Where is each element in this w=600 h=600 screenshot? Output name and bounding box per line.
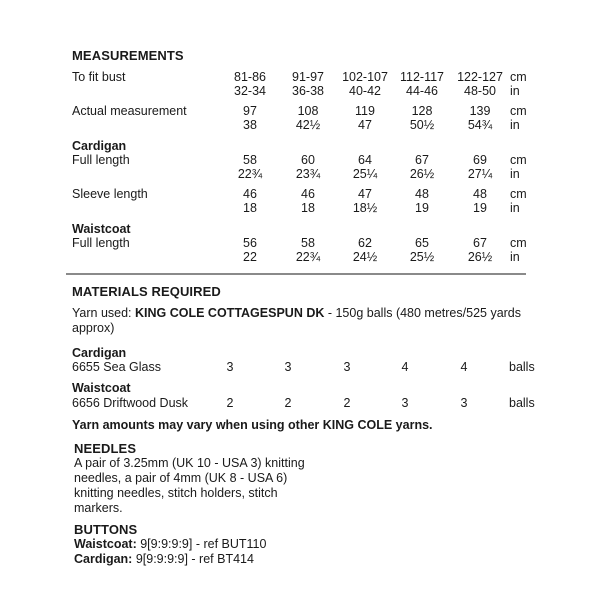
ball-count: 3 xyxy=(226,360,234,374)
row-label: Sleeve length xyxy=(72,187,148,201)
size-col-5: 48 19 xyxy=(473,187,487,215)
ball-count: 3 xyxy=(343,360,351,374)
size-col-2: 108 42½ xyxy=(295,104,321,132)
yarn-row-waistcoat xyxy=(72,396,552,412)
buttons-waistcoat-line: Waistcoat: 9[9:9:9:9] - ref BUT110 xyxy=(74,537,267,551)
cm-value: 81-86 xyxy=(234,70,266,84)
row-label: To fit bust xyxy=(72,70,126,84)
materials-heading: MATERIALS REQUIRED xyxy=(72,284,221,299)
in-value: 36-38 xyxy=(292,84,324,98)
cardigan-subheading: Cardigan xyxy=(72,139,127,153)
size-col-2: 58 22¾ xyxy=(295,236,321,264)
unit-label: cm in xyxy=(510,104,527,132)
unit-label: cm in xyxy=(510,70,527,98)
size-col-1: 97 38 xyxy=(243,104,257,132)
size-col-2: 46 18 xyxy=(301,187,315,215)
size-col-1: 46 18 xyxy=(243,187,257,215)
yarn-amount-note: Yarn amounts may vary when using other KING COLE yarns. xyxy=(72,418,433,432)
unit-label: cm in xyxy=(510,236,527,264)
size-col-3: 62 24½ xyxy=(352,236,378,264)
size-col-4: 65 25½ xyxy=(409,236,435,264)
yarn-used-text: Yarn used: KING COLE COTTAGESPUN DK - 150g balls (480 metres/525 yards approx) xyxy=(72,306,522,335)
measurement-row-actual xyxy=(72,104,552,134)
unit-label: cm in xyxy=(510,187,527,215)
buttons-heading: BUTTONS xyxy=(74,522,138,537)
ball-count: 3 xyxy=(460,396,468,410)
in-value: 32-34 xyxy=(234,84,266,98)
waistcoat-subheading: Waistcoat xyxy=(72,222,131,236)
size-col-4: 48 19 xyxy=(415,187,429,215)
ball-count: 4 xyxy=(460,360,468,374)
yarn-name: KING COLE COTTAGESPUN DK xyxy=(135,306,325,320)
ball-count: 3 xyxy=(401,396,409,410)
materials-cardigan-subheading: Cardigan xyxy=(72,346,127,360)
yarn-colour-label: 6656 Driftwood Dusk xyxy=(72,396,189,410)
size-col-4: 67 26½ xyxy=(409,153,435,181)
size-col-5: 139 54¾ xyxy=(467,104,493,132)
cm-value: 122-127 xyxy=(457,70,503,84)
measurement-row-waistcoat-length xyxy=(72,236,552,266)
size-col-3: 64 25¼ xyxy=(352,153,378,181)
measurement-row-cardigan-length xyxy=(72,153,552,183)
in-value: 44-46 xyxy=(406,84,438,98)
ball-count: 4 xyxy=(401,360,409,374)
size-col-3: 47 18½ xyxy=(352,187,378,215)
size-col-2: 60 23¾ xyxy=(295,153,321,181)
size-col-4 xyxy=(392,70,452,98)
measurement-row-bust xyxy=(72,70,552,100)
size-col-1: 56 22 xyxy=(243,236,257,264)
unit-label: balls xyxy=(509,360,535,374)
ball-count: 2 xyxy=(226,396,234,410)
size-col-5 xyxy=(450,70,510,98)
row-label: Full length xyxy=(72,153,130,167)
row-label: Actual measurement xyxy=(72,104,187,118)
needles-text: A pair of 3.25mm (UK 10 - USA 3) knitting needles, a pair of 4mm (UK 8 - USA 6) knitting needles, stitch holders, stitch markers. xyxy=(74,456,305,515)
size-col-2 xyxy=(278,70,338,98)
yarn-colour-label: 6655 Sea Glass xyxy=(72,360,161,374)
section-divider xyxy=(66,273,526,275)
size-col-1 xyxy=(220,70,280,98)
in-value: 48-50 xyxy=(464,84,496,98)
row-label: Full length xyxy=(72,236,130,250)
unit-label: cm in xyxy=(510,153,527,181)
needles-heading: NEEDLES xyxy=(74,441,137,456)
size-col-5: 69 27¼ xyxy=(467,153,493,181)
buttons-cardigan-line: Cardigan: 9[9:9:9:9] - ref BT414 xyxy=(74,552,254,566)
yarn-row-cardigan xyxy=(72,360,552,376)
ball-count: 2 xyxy=(343,396,351,410)
measurement-row-sleeve-length xyxy=(72,187,552,217)
size-col-3 xyxy=(335,70,395,98)
size-col-4: 128 50½ xyxy=(409,104,435,132)
cm-value: 102-107 xyxy=(342,70,388,84)
cm-value: 112-117 xyxy=(399,70,445,84)
ball-count: 2 xyxy=(284,396,292,410)
materials-waistcoat-subheading: Waistcoat xyxy=(72,381,131,395)
size-col-1: 58 22¾ xyxy=(237,153,263,181)
measurements-heading: MEASUREMENTS xyxy=(72,48,184,63)
cm-value: 91-97 xyxy=(292,70,324,84)
in-value: 40-42 xyxy=(349,84,381,98)
size-col-3: 119 47 xyxy=(355,104,375,132)
unit-label: balls xyxy=(509,396,535,410)
size-col-5: 67 26½ xyxy=(467,236,493,264)
ball-count: 3 xyxy=(284,360,292,374)
